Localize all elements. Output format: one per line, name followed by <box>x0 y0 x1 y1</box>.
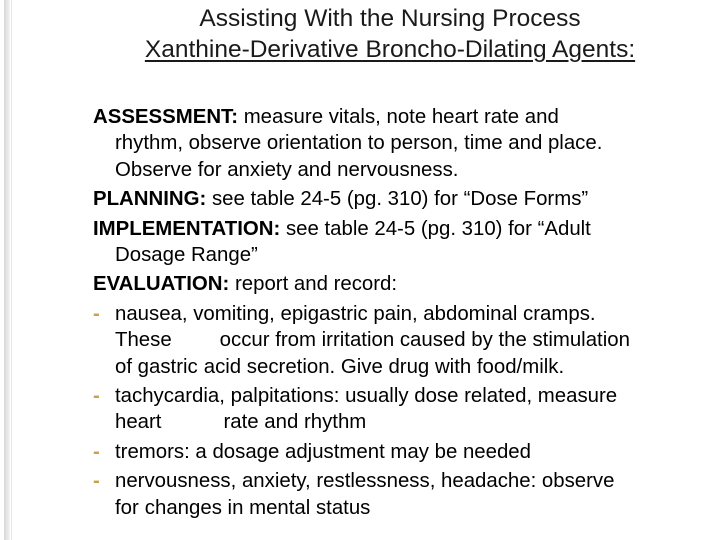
slide-subtitle: Xanthine-Derivative Broncho-Dilating Agents: <box>144 36 636 63</box>
evaluation-bullet-gastric <box>93 301 720 380</box>
bullet-line <box>93 409 720 435</box>
title-block <box>60 3 720 65</box>
planning-section <box>93 186 720 212</box>
bullet-dash: - <box>93 385 100 408</box>
bullet-text-fragment: heart <box>115 411 162 434</box>
bullet-text-fragment: acid secretion. Give drug with food/milk. <box>203 355 565 378</box>
evaluation-bullet-tremors <box>93 439 720 465</box>
evaluation-text: report and record: <box>229 273 398 296</box>
bullet-text-fragment: changes in mental status <box>144 496 371 519</box>
slide-title: Assisting With the Nursing Process <box>199 5 581 32</box>
bullet-line <box>93 354 720 380</box>
assessment-text-line-1: measure vitals, note heart rate and <box>238 106 559 128</box>
bullet-dash: - <box>93 470 100 493</box>
bullet-text-fragment: These <box>115 329 172 352</box>
bullet-text-fragment: for <box>115 496 139 519</box>
bullet-text-fragment: occur from irritation caused by the stimulation <box>219 329 630 352</box>
bullet-line: nausea, vomiting, epigastric pain, abdominal cramps. <box>115 302 596 325</box>
bullet-line <box>93 327 720 353</box>
planning-text: see table 24-5 (pg. 310) for “Dose Forms” <box>206 188 589 211</box>
evaluation-section <box>93 271 720 297</box>
slide-left-border <box>4 0 10 540</box>
slide-body <box>93 104 720 524</box>
assessment-text-line-2: rhythm, observe orientation to person, time and place. <box>115 132 603 155</box>
assessment-label: ASSESSMENT: <box>93 106 239 128</box>
bullet-line: nervousness, anxiety, restlessness, headache: observe <box>115 470 615 493</box>
bullet-line <box>93 495 720 521</box>
planning-label: PLANNING: <box>93 188 207 211</box>
bullet-dash: - <box>93 302 100 325</box>
implementation-text-line-2: Dosage Range” <box>115 244 258 267</box>
assessment-section <box>93 104 720 183</box>
implementation-text-line-1: see table 24-5 (pg. 310) for “Adult <box>280 217 591 240</box>
bullet-dash: - <box>93 440 100 463</box>
bullet-line: tremors: a dosage adjustment may be needed <box>115 440 531 463</box>
evaluation-label: EVALUATION: <box>93 273 230 296</box>
implementation-label: IMPLEMENTATION: <box>93 217 281 240</box>
evaluation-bullet-cardiac <box>93 383 720 436</box>
bullet-line: tachycardia, palpitations: usually dose related, measure <box>115 385 618 408</box>
assessment-text-line-3: Observe for anxiety and nervousness. <box>115 158 459 181</box>
bullet-text-fragment: of gastric <box>115 355 198 378</box>
implementation-section <box>93 216 720 269</box>
evaluation-bullet-nervousness <box>93 468 720 521</box>
slide-left-border-line <box>11 0 12 540</box>
bullet-text-fragment: rate and rhythm <box>223 411 367 434</box>
